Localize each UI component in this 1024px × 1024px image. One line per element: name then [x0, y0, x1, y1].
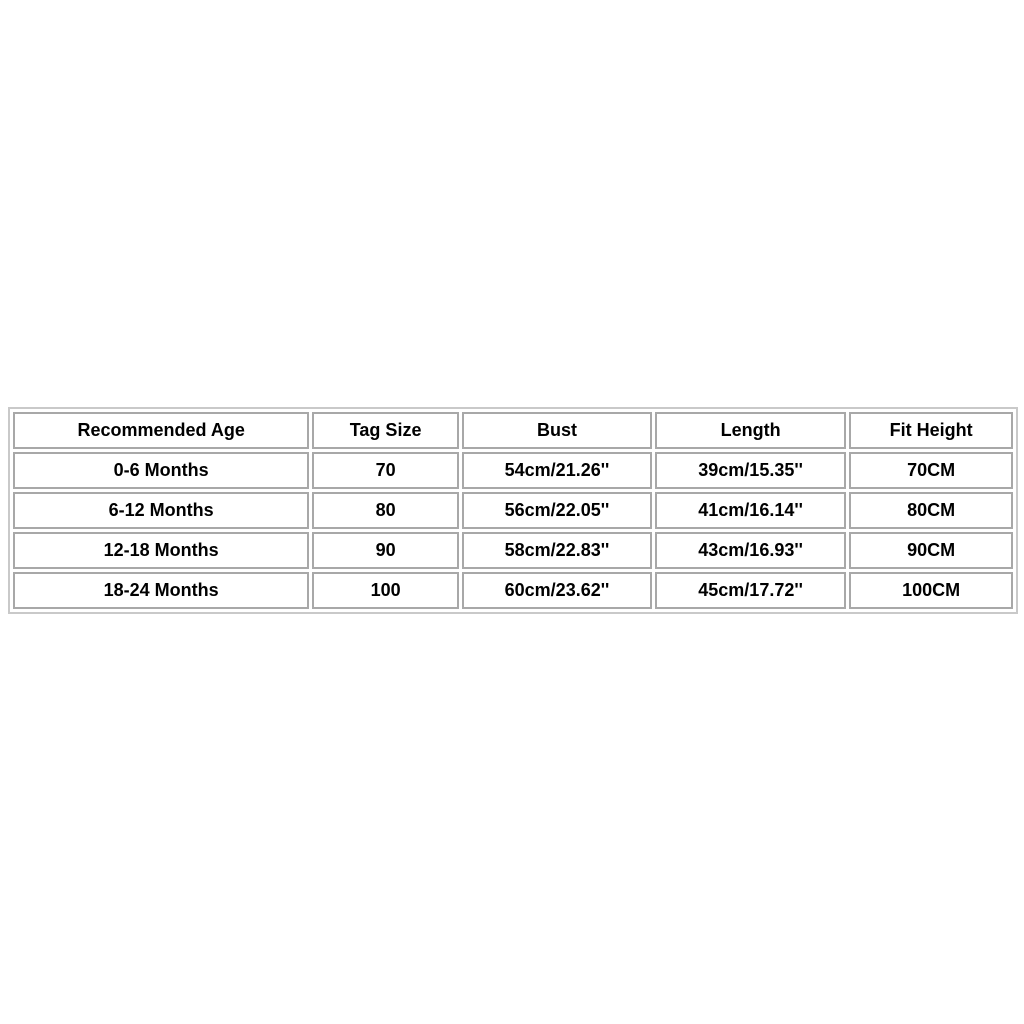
cell-fit-height: 80CM — [849, 492, 1013, 529]
header-bust: Bust — [462, 412, 652, 449]
cell-bust: 54cm/21.26'' — [462, 452, 652, 489]
cell-tag-size: 80 — [312, 492, 459, 529]
table-row — [13, 452, 1013, 489]
cell-length: 43cm/16.93'' — [655, 532, 846, 569]
cell-tag-size: 70 — [312, 452, 459, 489]
table-header-row — [13, 412, 1013, 449]
table-row — [13, 492, 1013, 529]
cell-age: 18-24 Months — [13, 572, 309, 609]
cell-bust: 56cm/22.05'' — [462, 492, 652, 529]
table-row — [13, 532, 1013, 569]
header-tag-size: Tag Size — [312, 412, 459, 449]
cell-tag-size: 100 — [312, 572, 459, 609]
cell-age: 6-12 Months — [13, 492, 309, 529]
cell-fit-height: 100CM — [849, 572, 1013, 609]
cell-bust: 58cm/22.83'' — [462, 532, 652, 569]
header-fit-height: Fit Height — [849, 412, 1013, 449]
cell-length: 39cm/15.35'' — [655, 452, 846, 489]
size-chart-table — [8, 407, 1018, 614]
cell-fit-height: 90CM — [849, 532, 1013, 569]
table-row — [13, 572, 1013, 609]
cell-length: 45cm/17.72'' — [655, 572, 846, 609]
cell-tag-size: 90 — [312, 532, 459, 569]
cell-bust: 60cm/23.62'' — [462, 572, 652, 609]
header-length: Length — [655, 412, 846, 449]
cell-fit-height: 70CM — [849, 452, 1013, 489]
cell-age: 12-18 Months — [13, 532, 309, 569]
cell-age: 0-6 Months — [13, 452, 309, 489]
header-recommended-age: Recommended Age — [13, 412, 309, 449]
cell-length: 41cm/16.14'' — [655, 492, 846, 529]
